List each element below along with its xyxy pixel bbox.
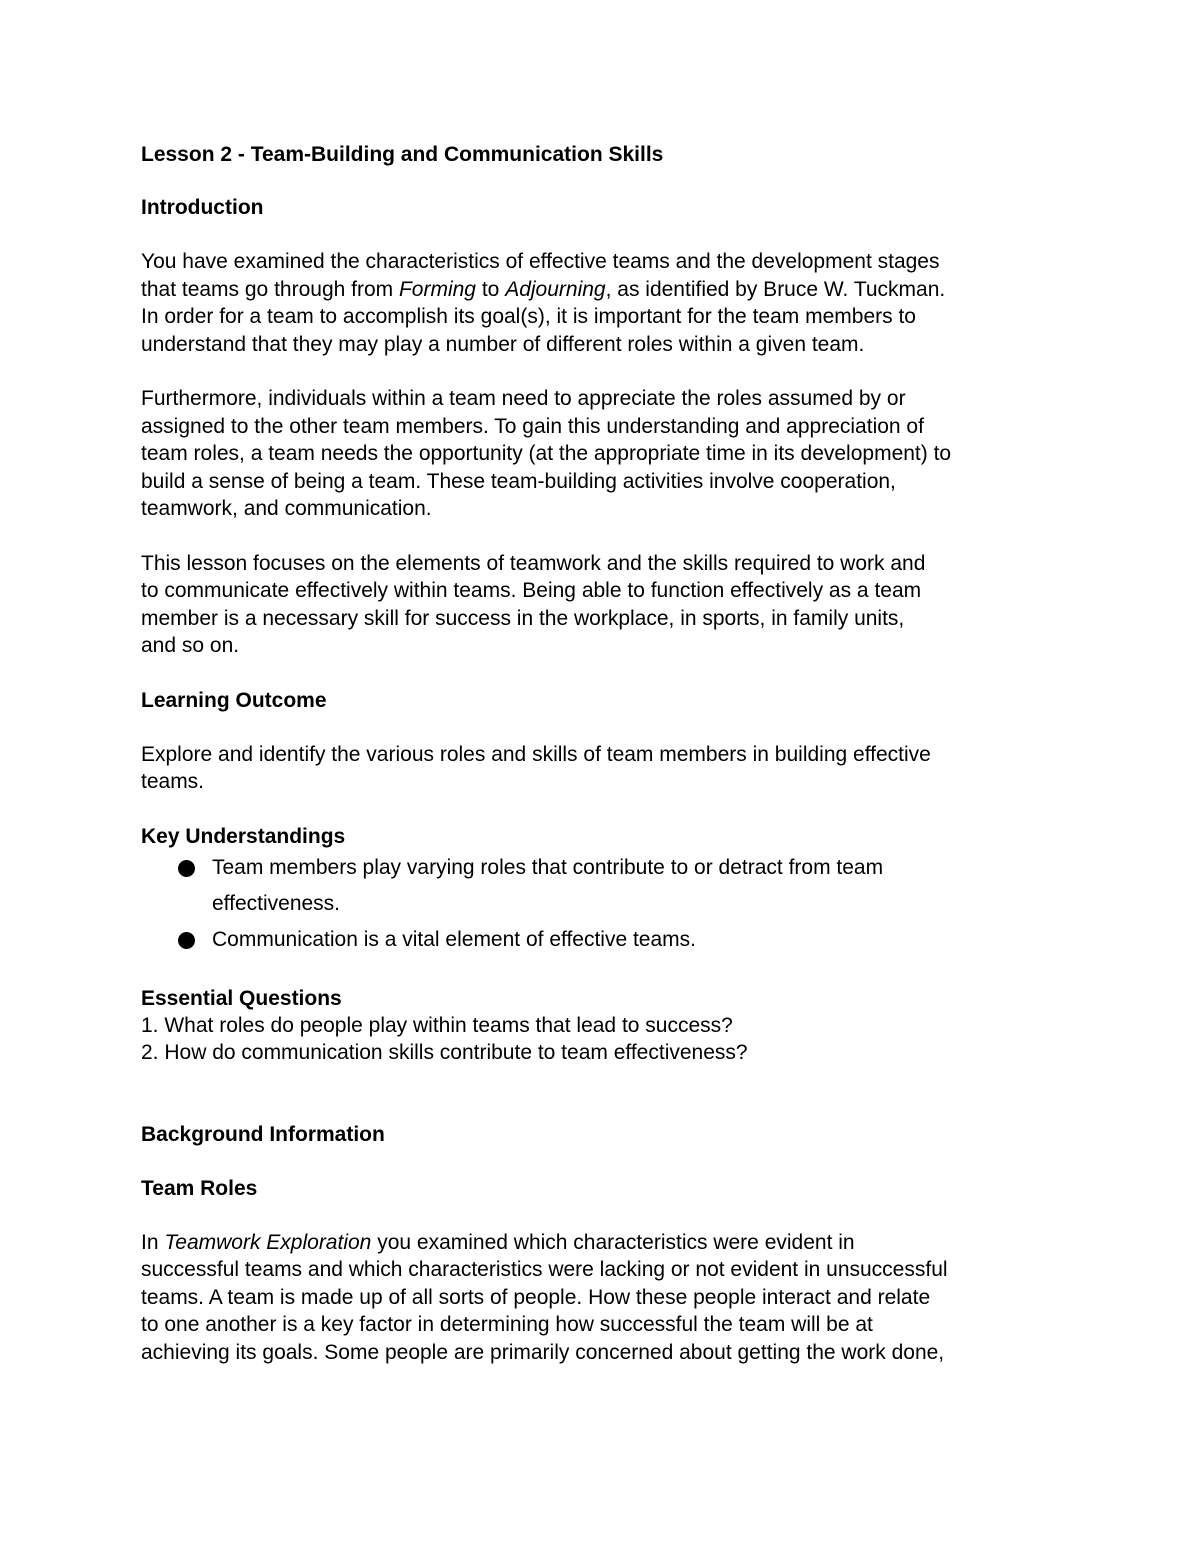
text-line: This lesson focuses on the elements of teamwork and the skills required to work and [141,551,926,575]
text-line: member is a necessary skill for success in the workplace, in sports, in family units, [141,606,905,630]
text-line: Communication is a vital element of effective teams. [212,927,696,951]
text-line: teamwork, and communication. [141,497,432,520]
text-line: teams. A team is made up of all sorts of people. How these people interact and relate [141,1285,931,1309]
text-line: build a sense of being a team. These team-building activities involve cooperation, [141,469,896,493]
list-item: 1. What roles do people play within teams that lead to success? [141,1013,733,1037]
bullet-icon [178,932,195,949]
emphasis-adjourning: Adjourning [505,277,606,301]
essential-questions-list [141,1012,1061,1067]
key-understandings-list [141,850,1061,958]
document-page [141,140,1061,1366]
introduction-paragraph-2 [141,385,1061,523]
list-item [174,850,1061,922]
learning-outcome-paragraph [141,741,1061,796]
emphasis-forming: Forming [398,277,476,301]
text-line: You have examined the characteristics of effective teams and the development stages [141,250,940,273]
text-line: successful teams and which characteristics were lacking or not evident in unsuccessful [141,1258,948,1281]
text-line: Team members play varying roles that contribute to or detract from team [212,855,884,879]
text-line: assigned to the other team members. To gain this understanding and appreciation of [141,414,924,438]
introduction-paragraph-3 [141,550,1061,660]
text-line: teams. [141,770,205,793]
text-line: understand that they may play a number of different roles within a given team. [141,332,865,356]
list-item [174,922,1061,958]
background-information-heading: Background Information [141,1122,385,1146]
text-line: and so on. [141,634,240,657]
key-understandings-heading: Key Understandings [141,824,346,848]
text-line: Furthermore, individuals within a team need to appreciate the roles assumed by or [141,387,906,410]
list-item: 2. How do communication skills contribute to team effectiveness? [141,1041,748,1064]
learning-outcome-heading: Learning Outcome [141,688,327,712]
essential-questions-heading: Essential Questions [141,986,342,1010]
bullet-icon [178,860,195,877]
text-line: achieving its goals. Some people are primarily concerned about getting the work done, [141,1340,945,1364]
introduction-paragraph-1 [141,248,1061,358]
text-line: to communicate effectively within teams. Being able to function effectively as a team [141,579,922,602]
page-title: Lesson 2 - Team-Building and Communication Skills [141,143,664,166]
text-line: In Teamwork Exploration you examined which characteristics were evident in [141,1230,855,1254]
introduction-heading: Introduction [141,196,264,219]
emphasis-teamwork-exploration: Teamwork Exploration [164,1230,372,1254]
text-line: effectiveness. [212,891,341,915]
team-roles-paragraph [141,1229,1061,1367]
text-line: that teams go through from Forming to Adjourning, as identified by Bruce W. Tuckman. [141,277,946,301]
text-line: team roles, a team needs the opportunity (at the appropriate time in its development) to [141,442,952,465]
text-line: to one another is a key factor in determining how successful the team will be at [141,1313,873,1336]
text-line: Explore and identify the various roles and skills of team members in building effective [141,742,931,766]
team-roles-heading: Team Roles [141,1176,258,1200]
text-line: In order for a team to accomplish its goal(s), it is important for the team members to [141,305,916,328]
